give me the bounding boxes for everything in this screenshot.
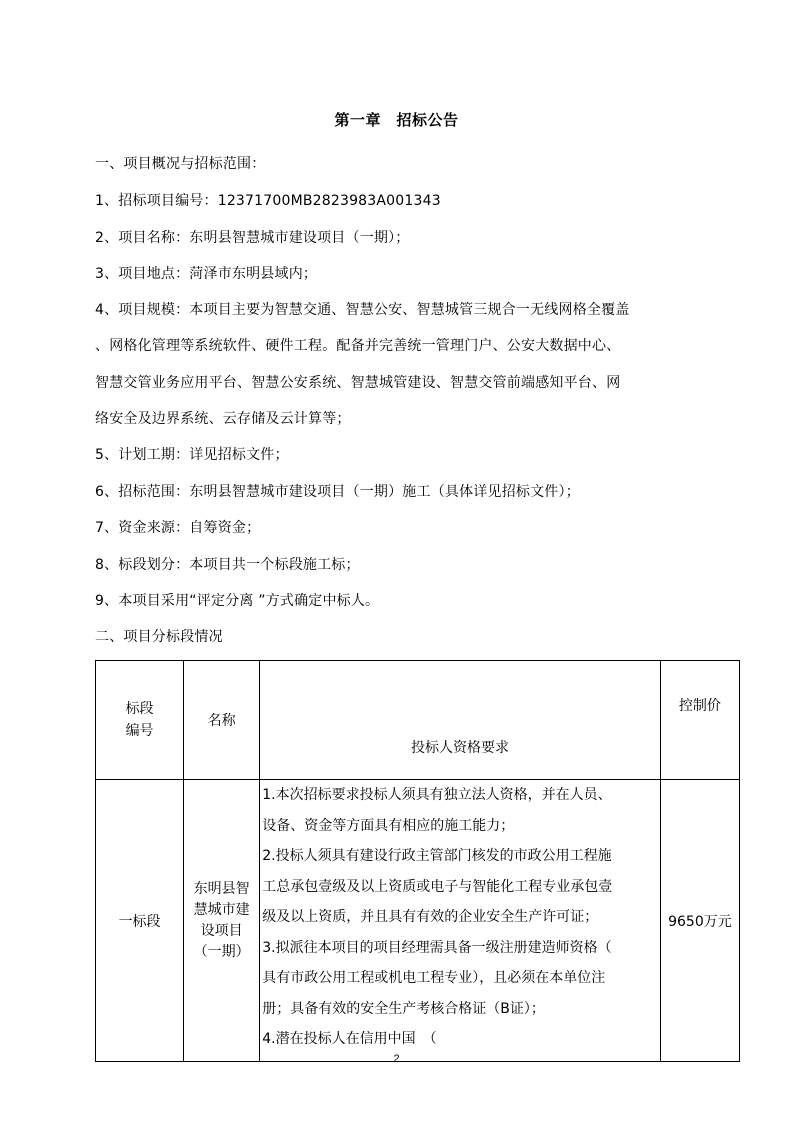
header-price: 控制价: [660, 661, 739, 780]
cell-price: 9650万元: [660, 780, 739, 1062]
cell-section-no: 一标段: [96, 780, 184, 1062]
item-project-number: 1、招标项目编号：12371700MB2823983A001343: [95, 193, 441, 209]
section2-heading: 二、项目分标段情况: [95, 629, 223, 645]
item-project-location: 3、项目地点：菏泽市东明县域内；: [95, 266, 318, 282]
item-sections: 8、标段划分：本项目共一个标段施工标；: [95, 557, 360, 573]
section-table: [95, 660, 740, 1062]
item-project-name: 2、项目名称：东明县智慧城市建设项目（一期）；: [95, 230, 410, 246]
section1-heading: 一、项目概况与招标范围：: [95, 156, 266, 172]
header-name: 名称: [184, 661, 260, 780]
cell-name: 东明县智 慧城市建 设项目 （一期）: [184, 780, 260, 1062]
item-schedule: 5、计划工期：详见招标文件；: [95, 447, 289, 463]
item-scope: 6、招标范围：东明县智慧城市建设项目（一期）施工（具体详见招标文件）；: [95, 484, 580, 500]
header-requirements: 投标人资格要求: [260, 661, 661, 780]
item-evaluation: 9、本项目采用“评定分离 ”方式确定中标人。: [95, 593, 380, 609]
item-project-scale-cont3: 络安全及边界系统、云存储及云计算等；: [95, 411, 351, 427]
cell-requirements: 1.本次招标要求投标人须具有独立法人资格，并在人员、 设备、资金等方面具有相应的施工能力； 2.投标人须具有建设行政主管部门核发的市政公用工程施 工总承包壹级及以上资质或电子与智能化工程专业承包壹 级及以上资质，并且具有有效的企业安全生产许可证； 3.拟派往本项目的项目经理需具备一级注册建造师资格（ 具有市政公用工程或机电工程专业），且必须在本单位注 册；具备有效的安全生产考核合格证（B证）； 4.潜在投标人在信用中国 （: [260, 780, 661, 1062]
item-project-scale-cont2: 智慧交管业务应用平台、智慧公安系统、智慧城管建设、智慧交管前端感知平台、网: [95, 375, 621, 391]
item-funding: 7、资金来源：自筹资金；: [95, 520, 261, 536]
chapter-title: 第一章 招标公告: [334, 111, 459, 129]
header-section-no: 标段 编号: [96, 661, 184, 780]
table-row: [96, 780, 740, 1062]
item-project-scale-cont1: 、网格化管理等系统软件、硬件工程。配备并完善统一管理门户、公安大数据中心、: [95, 338, 621, 354]
item-project-scale: 4、项目规模：本项目主要为智慧交通、智慧公安、智慧城管三规合一无线网格全覆盖: [95, 302, 630, 318]
page-number: 2: [393, 1053, 400, 1065]
table-header-row: [96, 661, 740, 780]
